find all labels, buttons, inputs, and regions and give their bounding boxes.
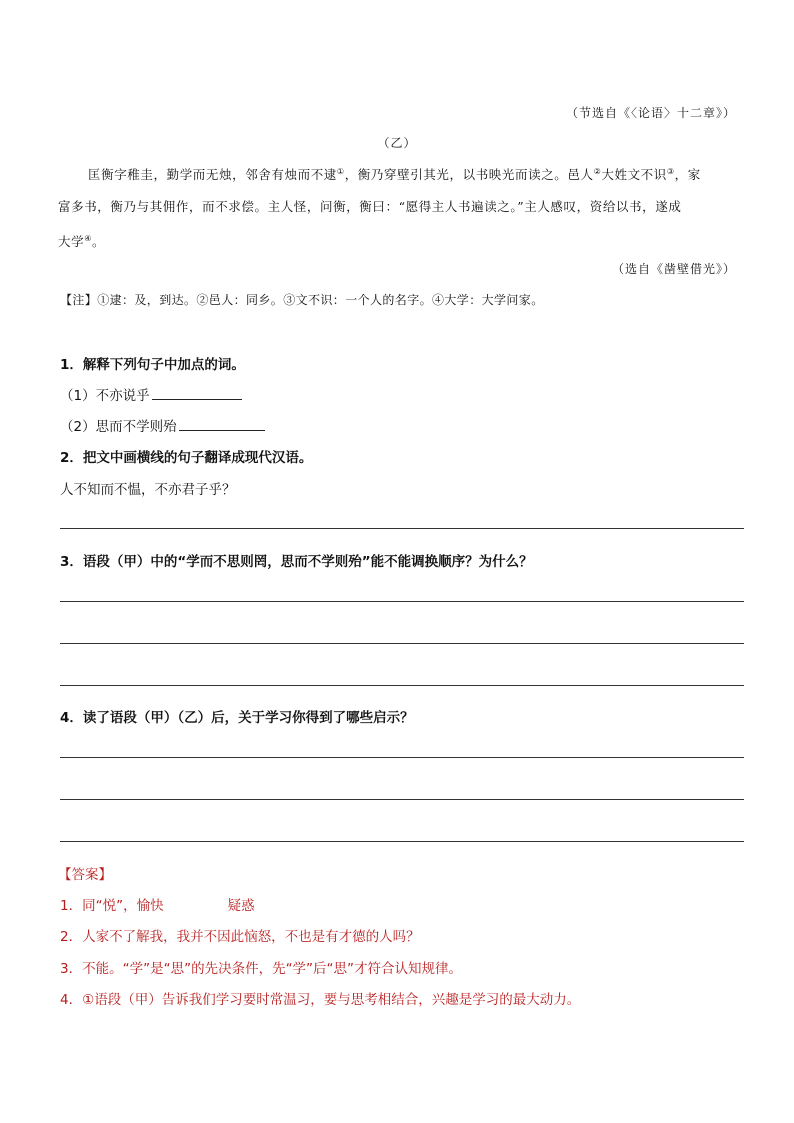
question-4: 4．读了语段（甲）（乙）后，关于学习你得到了哪些启示？ <box>60 710 414 726</box>
answer-line[interactable] <box>60 799 744 800</box>
question-1-1 <box>60 384 242 404</box>
question-3: 3．语段（甲）中的“学而不思则罔，思而不学则殆”能不能调换顺序？为什么？ <box>60 554 533 570</box>
source-citation-yi: （选自《凿壁借光》） <box>611 262 736 276</box>
passage-line: 富多书，衡乃与其佣作，而不求偿。主人怪，问衡，衡曰：“愿得主人书遍读之。”主人感叹，资给以书，遂成 <box>58 199 682 215</box>
section-heading-yi: （乙） <box>377 136 417 150</box>
answer-header: 【答案】 <box>58 867 112 883</box>
answer-1 <box>60 894 255 914</box>
passage-text: ，家 <box>674 167 701 183</box>
answer-line[interactable] <box>60 757 744 758</box>
passage-text: ，衡乃穿壁引其光，以书映光而读之。邑人 <box>344 167 594 183</box>
passage-text: 大姓文不识 <box>601 167 667 183</box>
answer-line[interactable] <box>60 685 744 686</box>
question-2-sentence: 人不知而不愠，不亦君子乎？ <box>60 482 236 498</box>
footnote-marker: ③ <box>666 167 675 176</box>
question-1-2-text: （2）思而不学则殆 <box>60 419 177 435</box>
passage-text: 匡衡字稚圭，勤学而无烛，邻舍有烛而不逮 <box>88 167 337 183</box>
passage-text: 大学 <box>58 234 85 250</box>
answer-line[interactable] <box>60 841 744 842</box>
answer-3: 3．不能。“学”是“思”的先决条件，先“学”后“思”才符合认知规律。 <box>60 961 463 977</box>
footnote-marker: ④ <box>84 234 92 244</box>
footnote-marker: ② <box>593 167 602 176</box>
passage-text: 。 <box>91 234 106 250</box>
answer-line[interactable] <box>60 601 744 602</box>
footnotes: 【注】①逮：及，到达。②邑人：同乡。③文不识：一个人的名字。④大学：大学问家。 <box>60 293 544 307</box>
source-citation-jia: （节选自《〈论语〉十二章》） <box>565 106 736 120</box>
passage-yi <box>58 156 748 258</box>
passage-line <box>58 223 748 258</box>
answer-line[interactable] <box>60 643 744 644</box>
answer-blank[interactable] <box>179 416 265 431</box>
passage-line <box>58 156 748 191</box>
footnote-marker: ① <box>336 167 345 176</box>
question-1-2 <box>60 415 265 435</box>
answer-blank[interactable] <box>152 385 242 400</box>
answer-line[interactable] <box>60 528 744 529</box>
question-1: 1．解释下列句子中加点的词。 <box>60 357 245 373</box>
answer-1-part-2: 疑惑 <box>227 898 255 914</box>
question-1-1-text: （1）不亦说乎 <box>60 388 150 404</box>
answer-4: 4．①语段（甲）告诉我们学习要时常温习，要与思考相结合，兴趣是学习的最大动力。 <box>60 992 581 1008</box>
question-2: 2．把文中画横线的句子翻译成现代汉语。 <box>60 450 313 466</box>
answer-1-part-1: 1．同“悦”，愉快 <box>60 898 164 914</box>
answer-2: 2．人家不了解我，我并不因此恼怒，不也是有才德的人吗？ <box>60 929 420 945</box>
